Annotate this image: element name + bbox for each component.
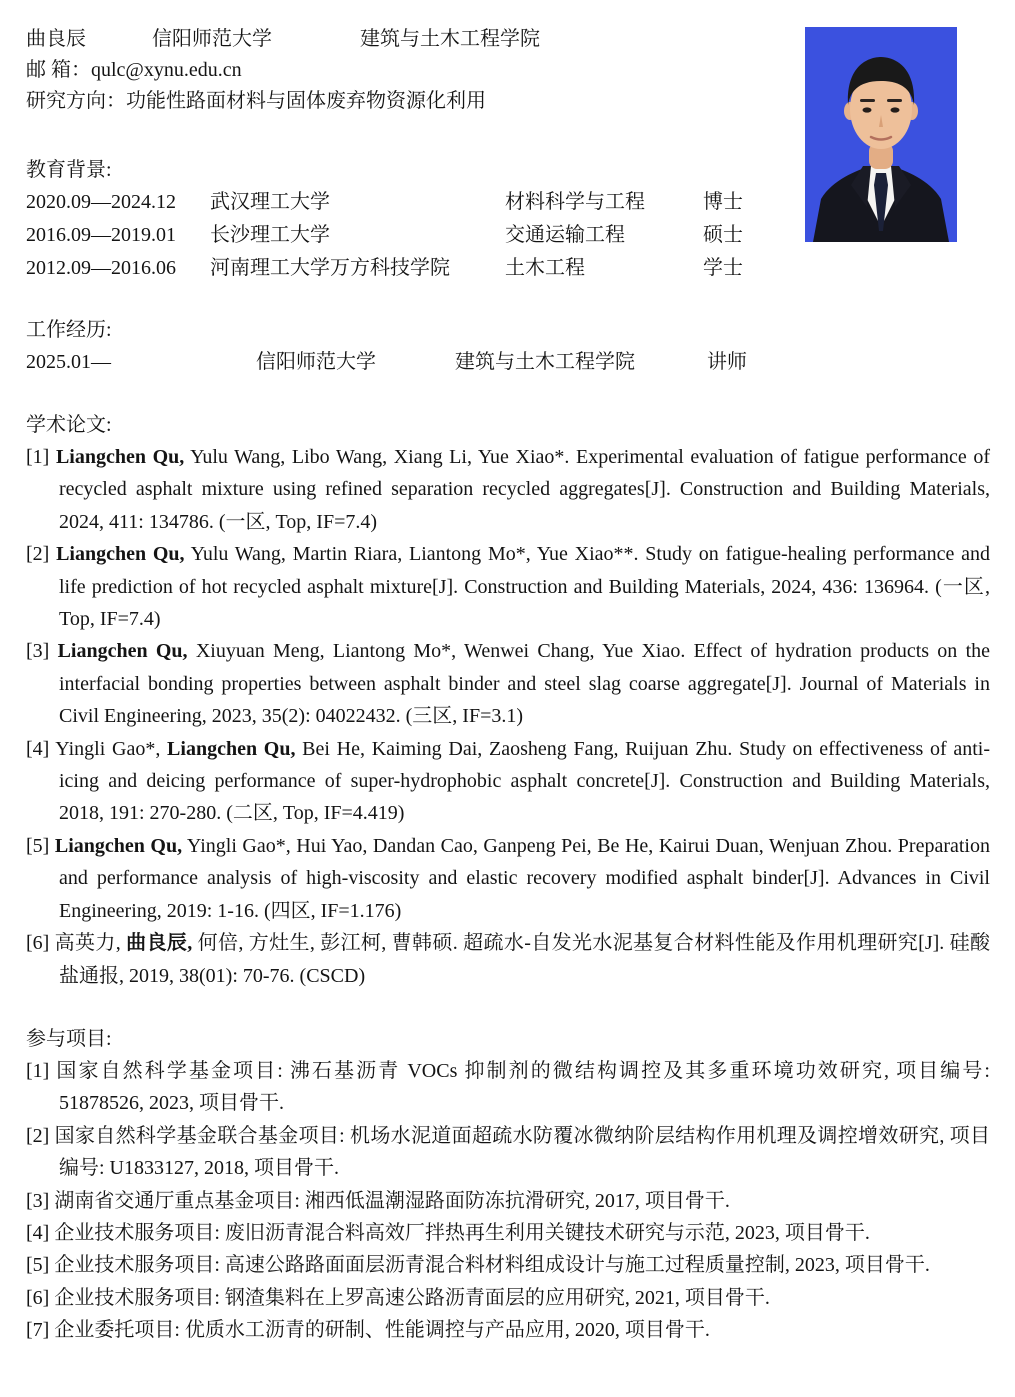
section-projects bbox=[26, 1023, 990, 1347]
paper-author-highlight: Liangchen Qu, bbox=[54, 834, 183, 857]
paper-text: Yulu Wang, Libo Wang, Xiang Li, Yue Xiao*. Experimental evaluation of fatigue performance of recycled asphalt mixture using refined separation recycled aggregates[J]. Construction and Building Materials, 2024, 411: 134786. (一区, Top, IF=7.4) bbox=[59, 446, 990, 533]
project-item: [1] 国家自然科学基金项目: 沸石基沥青 VOCs 抑制剂的微结构调控及其多重环境功效研究, 项目编号: 51878526, 2023, 项目骨干. bbox=[26, 1059, 990, 1115]
paper-author-highlight: Liangchen Qu, bbox=[55, 446, 185, 468]
paper-text: [5] bbox=[26, 834, 55, 857]
project-item: [2] 国家自然科学基金联合基金项目: 机场水泥道面超疏水防覆冰微纳阶层结构作用机理及调控增效研究, 项目编号: U1833127, 2018, 项目骨干. bbox=[26, 1124, 990, 1180]
paper-item bbox=[26, 441, 990, 538]
project-item: [7] 企业委托项目: 优质水工沥青的研制、性能调控与产品应用, 2020, 项目骨干. bbox=[26, 1319, 710, 1342]
edu-major: 交通运输工程 bbox=[505, 224, 625, 246]
section-work bbox=[26, 314, 990, 379]
paper-text: [6] 高英力, bbox=[26, 932, 127, 955]
work-position: 讲师 bbox=[707, 351, 747, 373]
paper-author-highlight: 曲良辰, bbox=[126, 932, 193, 955]
section-papers bbox=[26, 409, 990, 992]
work-title: 工作经历: bbox=[26, 319, 112, 341]
paper-text: [1] bbox=[26, 446, 56, 468]
paper-text: Bei He, Kaiming Dai, Zaosheng Fang, Ruijuan Zhu. Study on effectiveness of anti-icing and deicing performance of super-hydrophobic asphalt concrete[J]. Construction and Building Materials, 2018, 191: 270-280. (二区, Top, IF=4.419) bbox=[59, 737, 990, 825]
edu-period: 2012.09—2016.06 bbox=[26, 257, 176, 279]
eye-left bbox=[863, 107, 872, 112]
edu-school: 长沙理工大学 bbox=[210, 224, 330, 246]
research-value: 功能性路面材料与固体废弃物资源化利用 bbox=[126, 90, 486, 112]
projects-list bbox=[26, 1055, 990, 1347]
papers-title: 学术论文: bbox=[26, 414, 112, 436]
paper-item bbox=[26, 733, 990, 830]
project-item: [3] 湖南省交通厅重点基金项目: 湘西低温潮湿路面防冻抗滑研究, 2017, 项目骨干. bbox=[26, 1189, 730, 1212]
person-college: 建筑与土木工程学院 bbox=[360, 28, 540, 50]
paper-item bbox=[26, 830, 990, 927]
paper-item bbox=[26, 927, 990, 992]
person-university: 信阳师范大学 bbox=[152, 28, 272, 50]
paper-text: [2] bbox=[26, 543, 57, 566]
paper-author-highlight: Liangchen Qu, bbox=[167, 737, 296, 760]
papers-list bbox=[26, 441, 990, 992]
edu-school: 武汉理工大学 bbox=[210, 191, 330, 213]
person-name: 曲良辰 bbox=[26, 28, 86, 50]
education-title: 教育背景: bbox=[26, 159, 112, 181]
research-label: 研究方向： bbox=[26, 90, 126, 112]
work-row bbox=[26, 346, 990, 379]
project-item: [5] 企业技术服务项目: 高速公路路面面层沥青混合料材料组成设计与施工过程质量控制, 2023, 项目骨干. bbox=[26, 1254, 930, 1277]
edu-major: 土木工程 bbox=[505, 257, 585, 279]
email-label: 邮 箱： bbox=[26, 59, 91, 81]
edu-school: 河南理工大学万方科技学院 bbox=[210, 257, 450, 279]
eyebrow-left bbox=[860, 99, 875, 102]
eyebrow-right bbox=[887, 99, 902, 102]
work-school: 信阳师范大学 bbox=[256, 351, 376, 373]
work-period: 2025.01— bbox=[26, 351, 111, 373]
edu-degree: 硕士 bbox=[703, 224, 743, 246]
work-college: 建筑与土木工程学院 bbox=[455, 351, 635, 373]
work-table bbox=[26, 346, 990, 379]
project-item: [6] 企业技术服务项目: 钢渣集料在上罗高速公路沥青面层的应用研究, 2021, 项目骨干. bbox=[26, 1286, 770, 1309]
edu-period: 2016.09—2019.01 bbox=[26, 224, 176, 246]
edu-degree: 博士 bbox=[703, 191, 743, 213]
project-item: [4] 企业技术服务项目: 废旧沥青混合料高效厂拌热再生利用关键技术研究与示范, 2023, 项目骨干. bbox=[26, 1221, 870, 1244]
paper-text: 何倍, 方灶生, 彭江柯, 曹韩硕. 超疏水-自发光水泥基复合材料性能及作用机理研究[J]. 硅酸盐通报, 2019, 38(01): 70-76. (CSCD) bbox=[59, 932, 991, 987]
paper-item bbox=[26, 635, 990, 732]
edu-major: 材料科学与工程 bbox=[505, 191, 645, 213]
email-value: qulc@xynu.edu.cn bbox=[91, 59, 242, 81]
paper-item bbox=[26, 538, 990, 635]
paper-text: [4] Yingli Gao*, bbox=[26, 737, 168, 760]
edu-degree: 学士 bbox=[703, 257, 743, 279]
paper-author-highlight: Liangchen Qu, bbox=[57, 640, 188, 663]
paper-text: Yulu Wang, Martin Riara, Liantong Mo*, Yue Xiao**. Study on fatigue-healing performance and life prediction of hot recycled asphalt mixture[J]. Construction and Building Materials, 2024, 436: 136964. (一区, Top, IF=7.4) bbox=[59, 543, 990, 631]
paper-text: [3] bbox=[26, 640, 58, 663]
paper-text: Xiuyuan Meng, Liantong Mo*, Wenwei Chang, Yue Xiao. Effect of hydration products on the interfacial bonding properties between asphalt binder and steel slag coarse aggregate[J]. Journal of Materials in Civil Engineering, 2023, 35(2): 04022432. (三区, IF=3.1) bbox=[59, 640, 990, 728]
paper-author-highlight: Liangchen Qu, bbox=[56, 543, 185, 566]
education-row bbox=[26, 252, 990, 285]
id-photo bbox=[805, 27, 957, 242]
projects-title: 参与项目: bbox=[26, 1027, 112, 1050]
edu-period: 2020.09—2024.12 bbox=[26, 191, 176, 213]
paper-text: Yingli Gao*, Hui Yao, Dandan Cao, Ganpeng Pei, Be He, Kairui Duan, Wenjuan Zhou. Preparation and performance analysis of high-viscosity and elastic recovery modified asphalt binder[J]. Advances in Civil Engineering, 2019: 1-16. (四区, IF=1.176) bbox=[59, 834, 990, 922]
eye-right bbox=[891, 107, 900, 112]
